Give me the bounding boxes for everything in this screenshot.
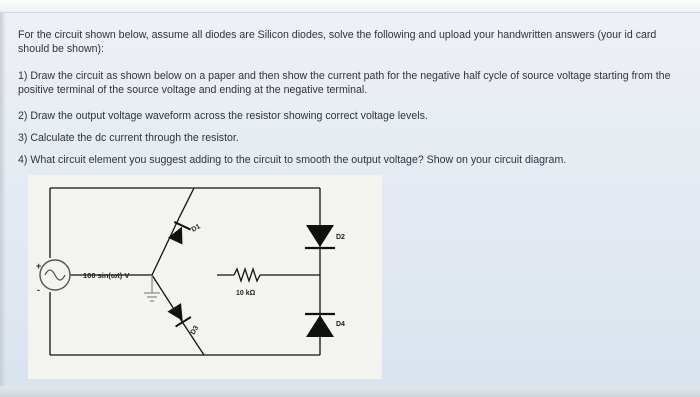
diode-d3-icon xyxy=(167,303,191,327)
diode-d2-icon xyxy=(305,225,335,248)
diode-d1-icon xyxy=(167,222,190,245)
d1-label: D1 xyxy=(190,223,202,234)
card-bottom-edge xyxy=(0,386,700,397)
diode-d4-icon xyxy=(305,314,335,337)
question-item-4: 4) What circuit element you suggest adding to the circuit to smooth the output voltage? Show on your circuit diagram. xyxy=(18,154,567,166)
question-item-1: 1) Draw the circuit as shown below on a paper and then show the current path for the negative half cycle of source voltage starting from the positive terminal of the source voltage and ending at the negative terminal. xyxy=(18,70,671,96)
source-minus: - xyxy=(37,285,40,295)
ground-icon xyxy=(144,275,160,301)
question-item-3: 3) Calculate the dc current through the resistor. xyxy=(18,132,239,144)
source-label: 100 sin(ωt) V xyxy=(83,271,130,280)
circuit-diagram xyxy=(28,175,382,379)
resistor-label: 10 kΩ xyxy=(236,290,256,297)
circuit-svg xyxy=(28,175,382,379)
card-top-edge xyxy=(0,0,700,13)
d4-label: D4 xyxy=(336,321,345,328)
question-intro: For the circuit shown below, assume all diodes are Silicon diodes, solve the following and upload your handwritten answers (your id card should be shown): xyxy=(18,29,657,55)
resistor-icon xyxy=(234,269,260,281)
ac-source xyxy=(40,260,70,290)
d2-label: D2 xyxy=(336,234,345,241)
question-item-2: 2) Draw the output voltage waveform across the resistor showing correct voltage levels. xyxy=(18,110,428,122)
d3-label: D3 xyxy=(189,324,201,336)
source-plus: + xyxy=(36,261,42,271)
